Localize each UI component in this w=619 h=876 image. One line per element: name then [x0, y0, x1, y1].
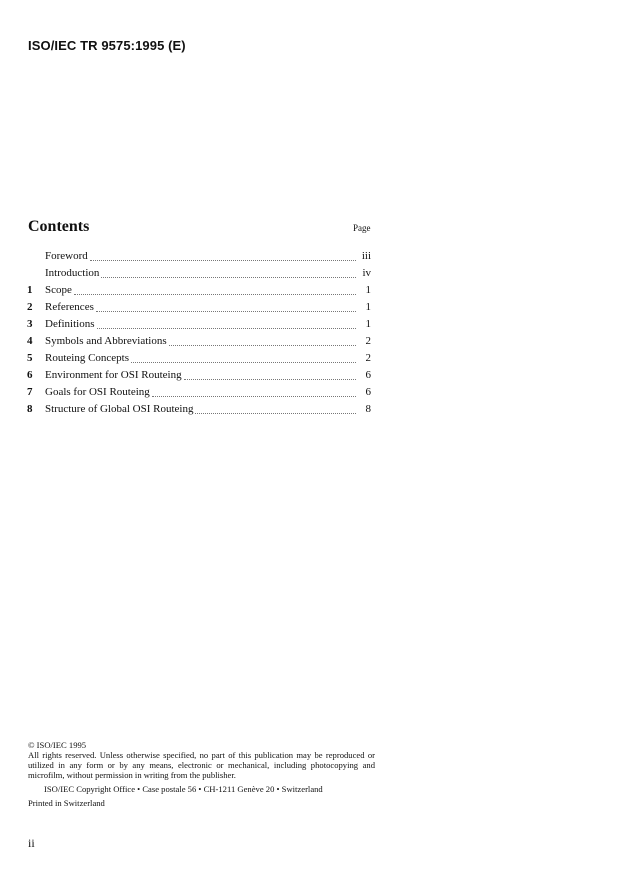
toc-entry-title: Symbols and Abbreviations: [45, 335, 167, 347]
contents-heading: Contents: [28, 218, 90, 235]
rights-statement: All rights reserved. Unless otherwise specified, no part of this publication may be reproduced or utilized in any form or by any means, electronic or mechanical, including photocopying and microfilm, without permission in writing from the publisher.: [28, 750, 375, 780]
toc-entry-number: 6: [27, 369, 33, 381]
toc-entry[interactable]: [27, 299, 371, 316]
toc-entry-title: References: [45, 301, 94, 313]
toc-entry-number: 5: [27, 352, 33, 364]
toc-entry-number: 7: [27, 386, 33, 398]
copyright-line: © ISO/IEC 1995: [28, 740, 87, 750]
toc-entry[interactable]: [27, 367, 371, 384]
toc-leader-dots: [97, 327, 357, 329]
toc-entry-page: 8: [365, 403, 371, 415]
toc-entry-page: 6: [365, 386, 371, 398]
document-id: ISO/IEC TR 9575:1995 (E): [28, 38, 186, 53]
printed-in-line: Printed in Switzerland: [28, 798, 105, 808]
toc-entry-page: 6: [365, 369, 371, 381]
toc-entry-title: Goals for OSI Routeing: [45, 386, 150, 398]
toc-entry[interactable]: [27, 384, 371, 401]
toc-leader-dots: [90, 259, 356, 261]
toc-entry-page: 2: [365, 335, 371, 347]
toc-entry[interactable]: [27, 333, 371, 350]
toc-entry-title: Foreword: [45, 250, 88, 262]
toc-leader-dots: [96, 310, 356, 312]
toc-entry[interactable]: [27, 265, 371, 282]
toc-entry[interactable]: [27, 350, 371, 367]
toc-entry-number: 3: [27, 318, 33, 330]
toc-entry-page: 1: [365, 284, 371, 296]
toc-entry-title: Routeing Concepts: [45, 352, 130, 364]
toc-entry-title: Structure of Global OSI Routeing: [45, 403, 194, 415]
toc-entry-page: 1: [365, 318, 371, 330]
copyright-notice: [28, 740, 375, 808]
toc-entry[interactable]: [27, 316, 371, 333]
page-number: ii: [28, 836, 35, 850]
toc-entry[interactable]: [27, 401, 371, 418]
toc-entry-title: Definitions: [45, 318, 95, 330]
toc-entry-number: 2: [27, 301, 33, 313]
toc-entry[interactable]: [27, 248, 371, 265]
toc-entry-title: Scope: [45, 284, 72, 296]
toc-leader-dots: [184, 378, 356, 380]
toc-entry-page: iii: [361, 250, 371, 262]
toc-leader-dots: [101, 276, 356, 278]
toc-entry-page: iv: [362, 267, 371, 279]
toc-leader-dots: [195, 412, 356, 414]
toc-entry-number: 1: [27, 284, 33, 296]
toc-entry[interactable]: [27, 282, 371, 299]
toc-entry-title: Environment for OSI Routeing: [45, 369, 182, 381]
table-of-contents: [27, 248, 371, 418]
toc-entry-number: 8: [27, 403, 33, 415]
toc-entry-page: 2: [365, 352, 371, 364]
toc-leader-dots: [169, 344, 356, 346]
toc-entry-title: Introduction: [45, 267, 100, 279]
toc-leader-dots: [152, 395, 356, 397]
toc-leader-dots: [74, 293, 356, 295]
copyright-office-address: ISO/IEC Copyright Office • Case postale 56 • CH-1211 Genève 20 • Switzerland: [44, 784, 323, 794]
toc-entry-number: 4: [27, 335, 33, 347]
toc-entry-page: 1: [365, 301, 371, 313]
toc-leader-dots: [131, 361, 356, 363]
page-column-label: Page: [353, 223, 371, 233]
